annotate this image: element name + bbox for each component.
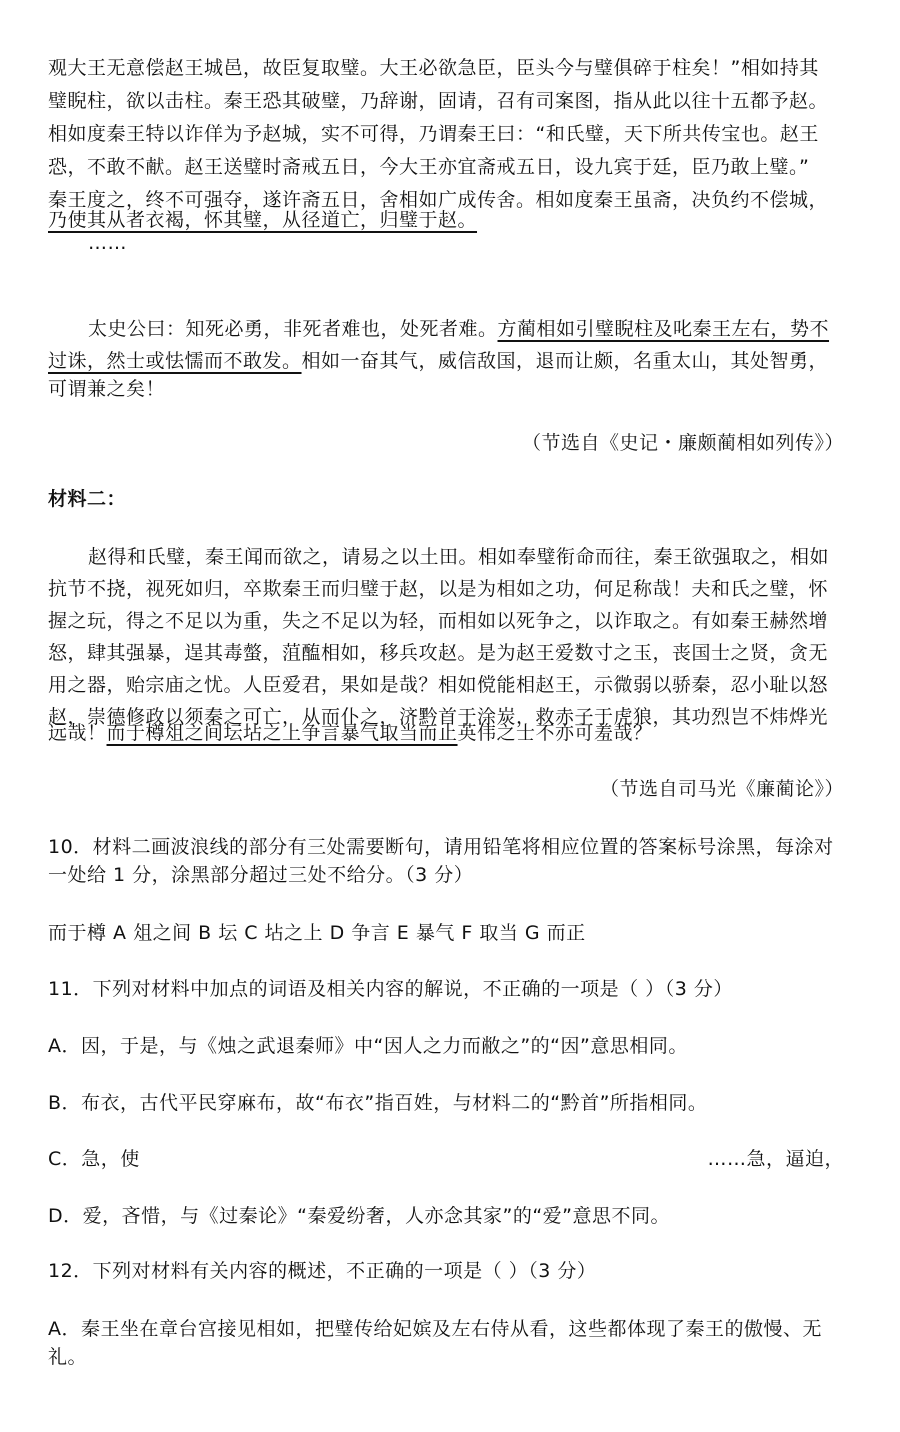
question-11: 11．下列对材料中加点的词语及相关内容的解说，不正确的一项是（ ）（3 分） xyxy=(48,978,733,1000)
ellipsis: …… xyxy=(88,232,127,254)
question-10-options: 而于樽 A 俎之间 B 坛 C 坫之上 D 争言 E 暴气 F 取当 G 而正 xyxy=(48,922,586,944)
option-c-tail: ……急，逼迫， xyxy=(707,1148,844,1170)
source-citation: （节选自《史记・廉颇蔺相如列传》） xyxy=(521,432,844,454)
question-12: 12．下列对材料有关内容的概述，不正确的一项是（ ）（3 分） xyxy=(48,1260,597,1282)
text-line: 抗节不挠，视死如归，卒欺秦王而归璧于赵，以是为相如之功，何足称哉！夫和氏之璧，怀 xyxy=(48,578,829,600)
text-line: 恐，不敢不献。赵王送璧时斋戒五日，今大王亦宜斋戒五日，设九宾于廷，臣乃敢上璧。” xyxy=(48,156,810,178)
option-d: D．爱，吝惜，与《过秦论》“秦爱纷奢，人亦念其家”的“爱”意思不同。 xyxy=(48,1205,671,1227)
text-line xyxy=(48,720,653,746)
option-a: A．秦王坐在章台宫接见相如，把璧传给妃嫔及左右侍从看，这些都体现了秦王的傲慢、无 xyxy=(48,1318,822,1340)
underlined-phrase: 过诛，然士或怯懦而不敢发。 xyxy=(48,350,302,372)
comment-line xyxy=(48,348,828,374)
option-a-cont: 礼。 xyxy=(48,1346,88,1368)
text-line: 观大王无意偿赵王城邑，故臣复取璧。大王必欲急臣，臣头今与璧俱碎于柱矣！”相如持其 xyxy=(48,57,819,79)
comment-lead: 太史公曰：知死必勇，非死者难也，处死者难。 xyxy=(88,318,498,340)
text-line: 璧睨柱，欲以击柱。秦王恐其破璧，乃辞谢，固请，召有司案图，指从此以往十五都予赵。 xyxy=(48,90,829,112)
text-line: 相如度秦王特以诈佯为予赵城，实不可得，乃谓秦王曰：“和氏璧，天下所共传宝也。赵王 xyxy=(48,123,819,145)
option-b: B．布衣，古代平民穿麻布，故“布衣”指百姓，与材料二的“黔首”所指相同。 xyxy=(48,1092,708,1114)
option-a: A．因，于是，与《烛之武退秦师》中“因人之力而敝之”的“因”意思相同。 xyxy=(48,1035,688,1057)
option-c: C．急，使 xyxy=(48,1148,140,1170)
question-10-cont: 一处给 1 分，涂黑部分超过三处不给分。（3 分） xyxy=(48,864,474,886)
source-citation: （节选自司马光《廉蔺论》） xyxy=(599,778,844,800)
section-heading: 材料二： xyxy=(48,488,127,510)
underlined-phrase: 方蔺相如引璧睨柱及叱秦王左右，势不 xyxy=(497,318,830,340)
text-segment: 英伟之士不亦可羞哉？ xyxy=(457,722,653,744)
comment-line: 可谓兼之矣！ xyxy=(48,378,166,400)
comment-line xyxy=(88,316,829,342)
underlined-text-line: 乃使其从者衣褐，怀其璧，从径道亡，归璧于赵。 xyxy=(48,209,478,231)
question-10: 10．材料二画波浪线的部分有三处需要断句，请用铅笔将相应位置的答案标号涂黑，每涂对 xyxy=(48,836,834,858)
text-line: 赵，崇德修政以须秦之可亡，从而仆之，济黔首于涂炭，救赤子于虎狼，其功烈岂不炜烨光 xyxy=(48,706,829,728)
text-line: 握之玩，得之不足以为重，失之不足以为轻，而相如以死争之，以诈取之。有如秦王赫然增 xyxy=(48,610,829,632)
text-line: 秦王度之，终不可强夺，遂许斋五日，舍相如广成传舍。相如度秦王虽斋，决负约不偿城， xyxy=(48,189,829,211)
wavy-underlined-phrase: 而于樽俎之间坛坫之上争言暴气取当而止 xyxy=(106,722,458,744)
text-line: 用之器，贻宗庙之忧。人臣爱君，果如是哉？相如傥能相赵王，示微弱以骄秦，忍小耻以怒 xyxy=(48,674,829,696)
text-line: 怒，肆其强暴，逞其毒螫，菹醢相如，移兵攻赵。是为赵王爱数寸之玉，丧国士之贤，贪无 xyxy=(48,642,829,664)
comment-text: 相如一奋其气，威信敌国，退而让颇，名重太山，其处智勇， xyxy=(301,350,829,372)
text-line: 赵得和氏璧，秦王闻而欲之，请易之以土田。相如奉璧衔命而往，秦王欲强取之，相如 xyxy=(88,546,830,568)
text-segment: 远哉！ xyxy=(48,722,107,744)
